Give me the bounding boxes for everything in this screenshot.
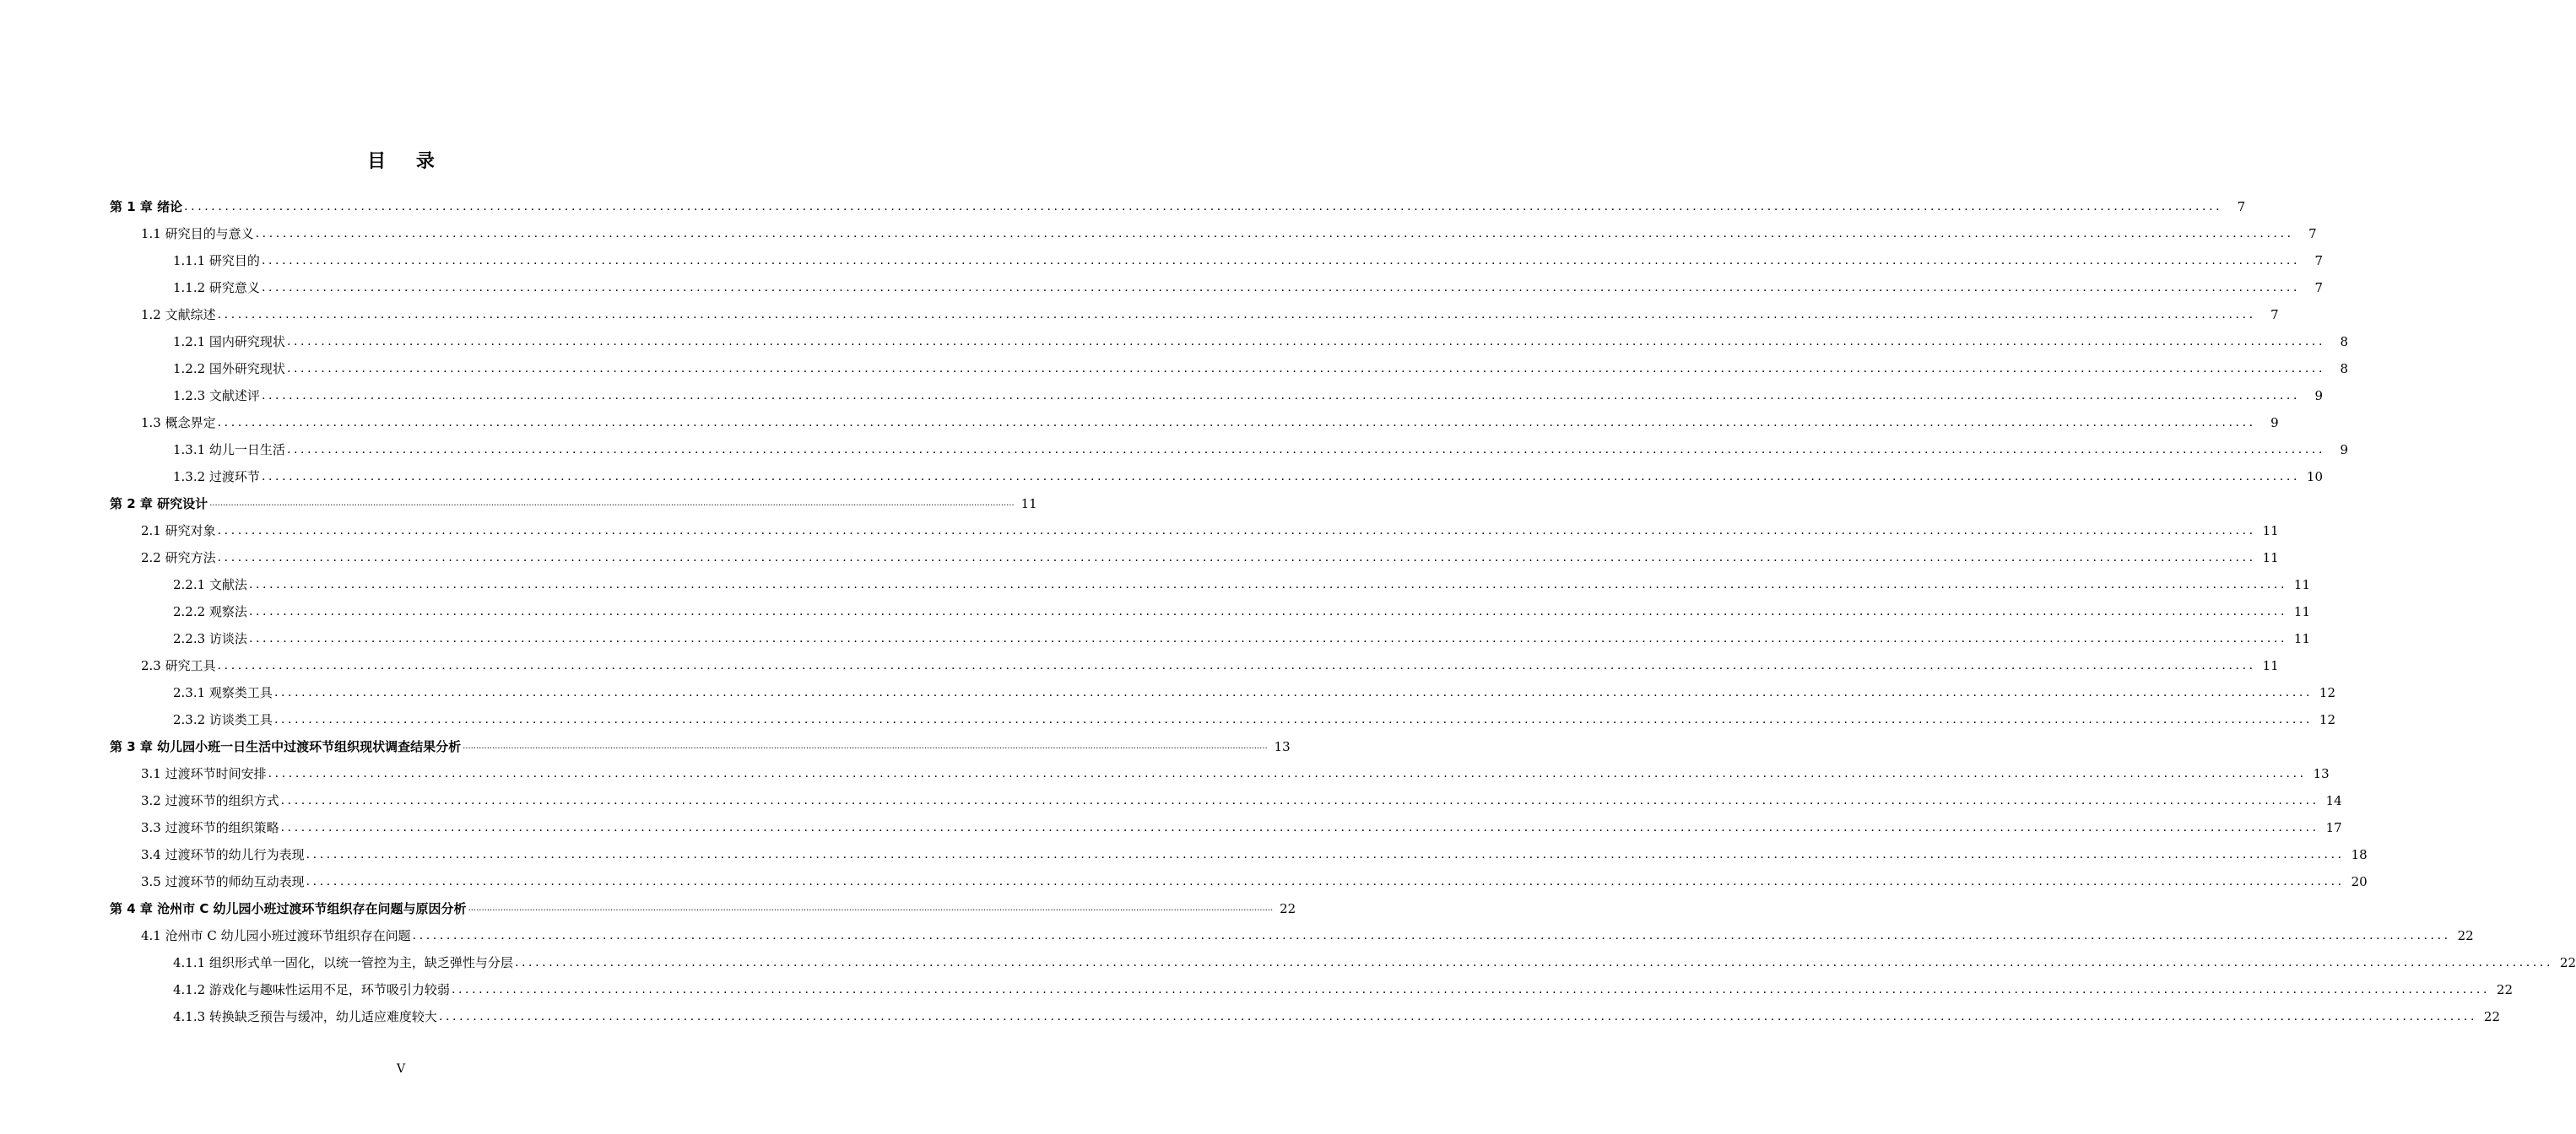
toc-leader-dots: ............................................................................................................................................................................................................................................................................................................ bbox=[217, 659, 2256, 672]
toc-leader-dots: ............................................................................................................................................................................................................................................................................................................ bbox=[209, 499, 1015, 508]
toc-entry-page: 20 bbox=[2351, 874, 2368, 889]
toc-entry-label: 3.1 过渡环节时间安排 bbox=[141, 766, 267, 781]
toc-entry-label: 4.1.1 组织形式单一固化，以统一管控为主，缺乏弹性与分层 bbox=[173, 955, 513, 970]
toc-leader-dots: ............................................................................................................................................................................................................................................................................................................ bbox=[248, 632, 2287, 645]
toc-entry[interactable] bbox=[0, 274, 2323, 301]
toc-entry-page: 13 bbox=[2313, 766, 2330, 781]
toc-entry[interactable] bbox=[0, 490, 1037, 517]
toc-leader-dots: ............................................................................................................................................................................................................................................................................................................ bbox=[261, 254, 2300, 267]
toc-entry-page: 12 bbox=[2319, 712, 2335, 727]
toc-entry-page: 8 bbox=[2340, 361, 2348, 376]
toc-entry[interactable] bbox=[0, 355, 2348, 382]
toc-entry[interactable] bbox=[0, 868, 2368, 895]
toc-entry-label: 3.4 过渡环节的幼儿行为表现 bbox=[141, 847, 305, 862]
toc-leader-dots: ............................................................................................................................................................................................................................................................................................................ bbox=[468, 904, 1274, 913]
toc-entry-label: 1.2.1 国内研究现状 bbox=[173, 334, 285, 349]
toc-entry[interactable] bbox=[0, 1003, 2500, 1030]
toc-entry[interactable] bbox=[0, 841, 2368, 868]
toc-entry-page: 7 bbox=[2314, 253, 2323, 268]
toc-entry[interactable] bbox=[0, 436, 2348, 463]
page-number-footer: V bbox=[396, 1062, 406, 1076]
toc-entry[interactable] bbox=[0, 679, 2335, 706]
toc-leader-dots: ............................................................................................................................................................................................................................................................................................................ bbox=[286, 443, 2325, 456]
toc-entry[interactable] bbox=[0, 193, 2246, 220]
toc-entry-page: 9 bbox=[2270, 415, 2279, 430]
toc-entry-label: 3.2 过渡环节的组织方式 bbox=[141, 793, 279, 808]
toc-entry-label: 1.1 研究目的与意义 bbox=[141, 226, 254, 241]
toc-entry-label: 2.3.1 观察类工具 bbox=[173, 685, 273, 700]
toc-entry-label: 第 1 章 绪论 bbox=[110, 199, 183, 214]
toc-entry-label: 第 4 章 沧州市 C 幼儿园小班过渡环节组织存在问题与原因分析 bbox=[110, 901, 467, 916]
toc-entry-page: 10 bbox=[2306, 469, 2323, 484]
toc-entry[interactable] bbox=[0, 571, 2310, 598]
toc-entry[interactable] bbox=[0, 949, 2576, 976]
toc-entry-label: 1.1.1 研究目的 bbox=[173, 253, 260, 268]
toc-entry-page: 17 bbox=[2325, 820, 2342, 835]
toc-entry-page: 11 bbox=[2262, 523, 2279, 538]
toc-entry-label: 1.2 文献综述 bbox=[141, 307, 216, 322]
toc-entry[interactable] bbox=[0, 409, 2279, 436]
toc-entry-label: 4.1 沧州市 C 幼儿园小班过渡环节组织存在问题 bbox=[141, 928, 411, 943]
toc-entry[interactable] bbox=[0, 706, 2335, 733]
toc-entry-page: 13 bbox=[1274, 739, 1291, 754]
toc-entry-page: 7 bbox=[2314, 280, 2323, 295]
toc-entry[interactable] bbox=[0, 301, 2279, 328]
toc-leader-dots: ............................................................................................................................................................................................................................................................................................................ bbox=[261, 389, 2300, 402]
toc-leader-dots: ............................................................................................................................................................................................................................................................................................................ bbox=[280, 821, 2319, 834]
toc-entry-page: 22 bbox=[2483, 1009, 2500, 1024]
toc-entry-label: 1.1.2 研究意义 bbox=[173, 280, 260, 295]
toc-leader-dots: ............................................................................................................................................................................................................................................................................................................ bbox=[280, 794, 2319, 807]
toc-leader-dots: ............................................................................................................................................................................................................................................................................................................ bbox=[217, 308, 2256, 321]
toc-entry-page: 9 bbox=[2340, 442, 2348, 457]
toc-entry-page: 22 bbox=[1280, 901, 1296, 916]
toc-entry[interactable] bbox=[0, 652, 2279, 679]
toc-entry-page: 7 bbox=[2270, 307, 2279, 322]
toc-entry-page: 18 bbox=[2351, 847, 2368, 862]
toc-entry[interactable] bbox=[0, 787, 2342, 814]
toc-entry-page: 12 bbox=[2319, 685, 2335, 700]
toc-entry-label: 1.2.2 国外研究现状 bbox=[173, 361, 285, 376]
toc-entry[interactable] bbox=[0, 733, 1291, 760]
toc-entry[interactable] bbox=[0, 544, 2279, 571]
toc-title: 目 录 bbox=[367, 151, 446, 172]
toc-leader-dots: ............................................................................................................................................................................................................................................................................................................ bbox=[261, 470, 2300, 483]
toc-entry[interactable] bbox=[0, 625, 2310, 652]
toc-leader-dots: ............................................................................................................................................................................................................................................................................................................ bbox=[268, 767, 2307, 780]
toc-leader-dots: ............................................................................................................................................................................................................................................................................................................ bbox=[438, 1010, 2477, 1023]
toc-entry-page: 9 bbox=[2314, 388, 2323, 403]
toc-entry-page: 11 bbox=[2293, 631, 2310, 646]
toc-entry-page: 22 bbox=[2559, 955, 2576, 970]
toc-entry-label: 1.3 概念界定 bbox=[141, 415, 216, 430]
toc-leader-dots: ............................................................................................................................................................................................................................................................................................................ bbox=[514, 956, 2553, 969]
toc-entry-label: 2.3.2 访谈类工具 bbox=[173, 712, 273, 727]
toc-entry-label: 1.3.2 过渡环节 bbox=[173, 469, 260, 484]
toc-leader-dots: ............................................................................................................................................................................................................................................................................................................ bbox=[273, 686, 2313, 699]
table-of-contents bbox=[0, 193, 2576, 1030]
toc-leader-dots: ............................................................................................................................................................................................................................................................................................................ bbox=[306, 875, 2345, 888]
toc-leader-dots: ............................................................................................................................................................................................................................................................................................................ bbox=[273, 713, 2313, 726]
toc-leader-dots: ............................................................................................................................................................................................................................................................................................................ bbox=[261, 281, 2300, 294]
toc-entry-label: 2.1 研究对象 bbox=[141, 523, 216, 538]
toc-entry[interactable] bbox=[0, 463, 2323, 490]
toc-entry-page: 11 bbox=[2262, 550, 2279, 565]
toc-entry-page: 11 bbox=[2293, 604, 2310, 619]
toc-entry-label: 1.2.3 文献述评 bbox=[173, 388, 260, 403]
toc-entry-label: 4.1.3 转换缺乏预告与缓冲，幼儿适应难度较大 bbox=[173, 1009, 437, 1024]
toc-entry-page: 8 bbox=[2340, 334, 2348, 349]
toc-leader-dots: ............................................................................................................................................................................................................................................................................................................ bbox=[217, 551, 2256, 564]
toc-entry[interactable] bbox=[0, 922, 2474, 949]
toc-entry[interactable] bbox=[0, 760, 2330, 787]
toc-leader-dots: ............................................................................................................................................................................................................................................................................................................ bbox=[451, 983, 2490, 996]
toc-leader-dots: ............................................................................................................................................................................................................................................................................................................ bbox=[306, 848, 2345, 861]
toc-leader-dots: ............................................................................................................................................................................................................................................................................................................ bbox=[412, 929, 2451, 942]
toc-leader-dots: ............................................................................................................................................................................................................................................................................................................ bbox=[463, 742, 1268, 751]
toc-entry-page: 7 bbox=[2308, 226, 2317, 241]
toc-entry[interactable] bbox=[0, 220, 2317, 247]
toc-entry-page: 14 bbox=[2325, 793, 2342, 808]
toc-entry-page: 11 bbox=[1020, 496, 1037, 511]
toc-leader-dots: ............................................................................................................................................................................................................................................................................................................ bbox=[248, 605, 2287, 618]
toc-entry-label: 4.1.2 游戏化与趣味性运用不足，环节吸引力较弱 bbox=[173, 982, 450, 997]
toc-entry[interactable] bbox=[0, 814, 2342, 841]
toc-entry-label: 3.5 过渡环节的师幼互动表现 bbox=[141, 874, 305, 889]
toc-leader-dots: ............................................................................................................................................................................................................................................................................................................ bbox=[255, 227, 2294, 240]
toc-leader-dots: ............................................................................................................................................................................................................................................................................................................ bbox=[217, 416, 2256, 429]
toc-entry-label: 2.2.1 文献法 bbox=[173, 577, 247, 592]
toc-entry[interactable] bbox=[0, 382, 2323, 409]
toc-entry[interactable] bbox=[0, 976, 2513, 1003]
toc-leader-dots: ............................................................................................................................................................................................................................................................................................................ bbox=[286, 335, 2325, 348]
toc-leader-dots: ............................................................................................................................................................................................................................................................................................................ bbox=[184, 200, 2223, 213]
toc-entry[interactable] bbox=[0, 247, 2323, 274]
toc-entry-page: 11 bbox=[2262, 658, 2279, 673]
toc-leader-dots: ............................................................................................................................................................................................................................................................................................................ bbox=[217, 524, 2256, 537]
toc-leader-dots: ............................................................................................................................................................................................................................................................................................................ bbox=[286, 362, 2325, 375]
toc-entry-page: 22 bbox=[2457, 928, 2474, 943]
toc-entry-page: 7 bbox=[2237, 199, 2246, 214]
toc-entry-label: 2.2.2 观察法 bbox=[173, 604, 247, 619]
toc-entry-label: 2.3 研究工具 bbox=[141, 658, 216, 673]
toc-entry-label: 第 3 章 幼儿园小班一日生活中过渡环节组织现状调查结果分析 bbox=[110, 739, 462, 754]
toc-entry[interactable] bbox=[0, 598, 2310, 625]
toc-entry[interactable] bbox=[0, 895, 1296, 922]
toc-leader-dots: ............................................................................................................................................................................................................................................................................................................ bbox=[248, 578, 2287, 591]
toc-entry[interactable] bbox=[0, 328, 2348, 355]
toc-entry-page: 22 bbox=[2496, 982, 2513, 997]
toc-entry-label: 2.2 研究方法 bbox=[141, 550, 216, 565]
toc-entry-label: 3.3 过渡环节的组织策略 bbox=[141, 820, 279, 835]
toc-entry-label: 1.3.1 幼儿一日生活 bbox=[173, 442, 285, 457]
toc-entry-label: 第 2 章 研究设计 bbox=[110, 496, 208, 511]
toc-entry-page: 11 bbox=[2293, 577, 2310, 592]
toc-entry-label: 2.2.3 访谈法 bbox=[173, 631, 247, 646]
toc-entry[interactable] bbox=[0, 517, 2279, 544]
